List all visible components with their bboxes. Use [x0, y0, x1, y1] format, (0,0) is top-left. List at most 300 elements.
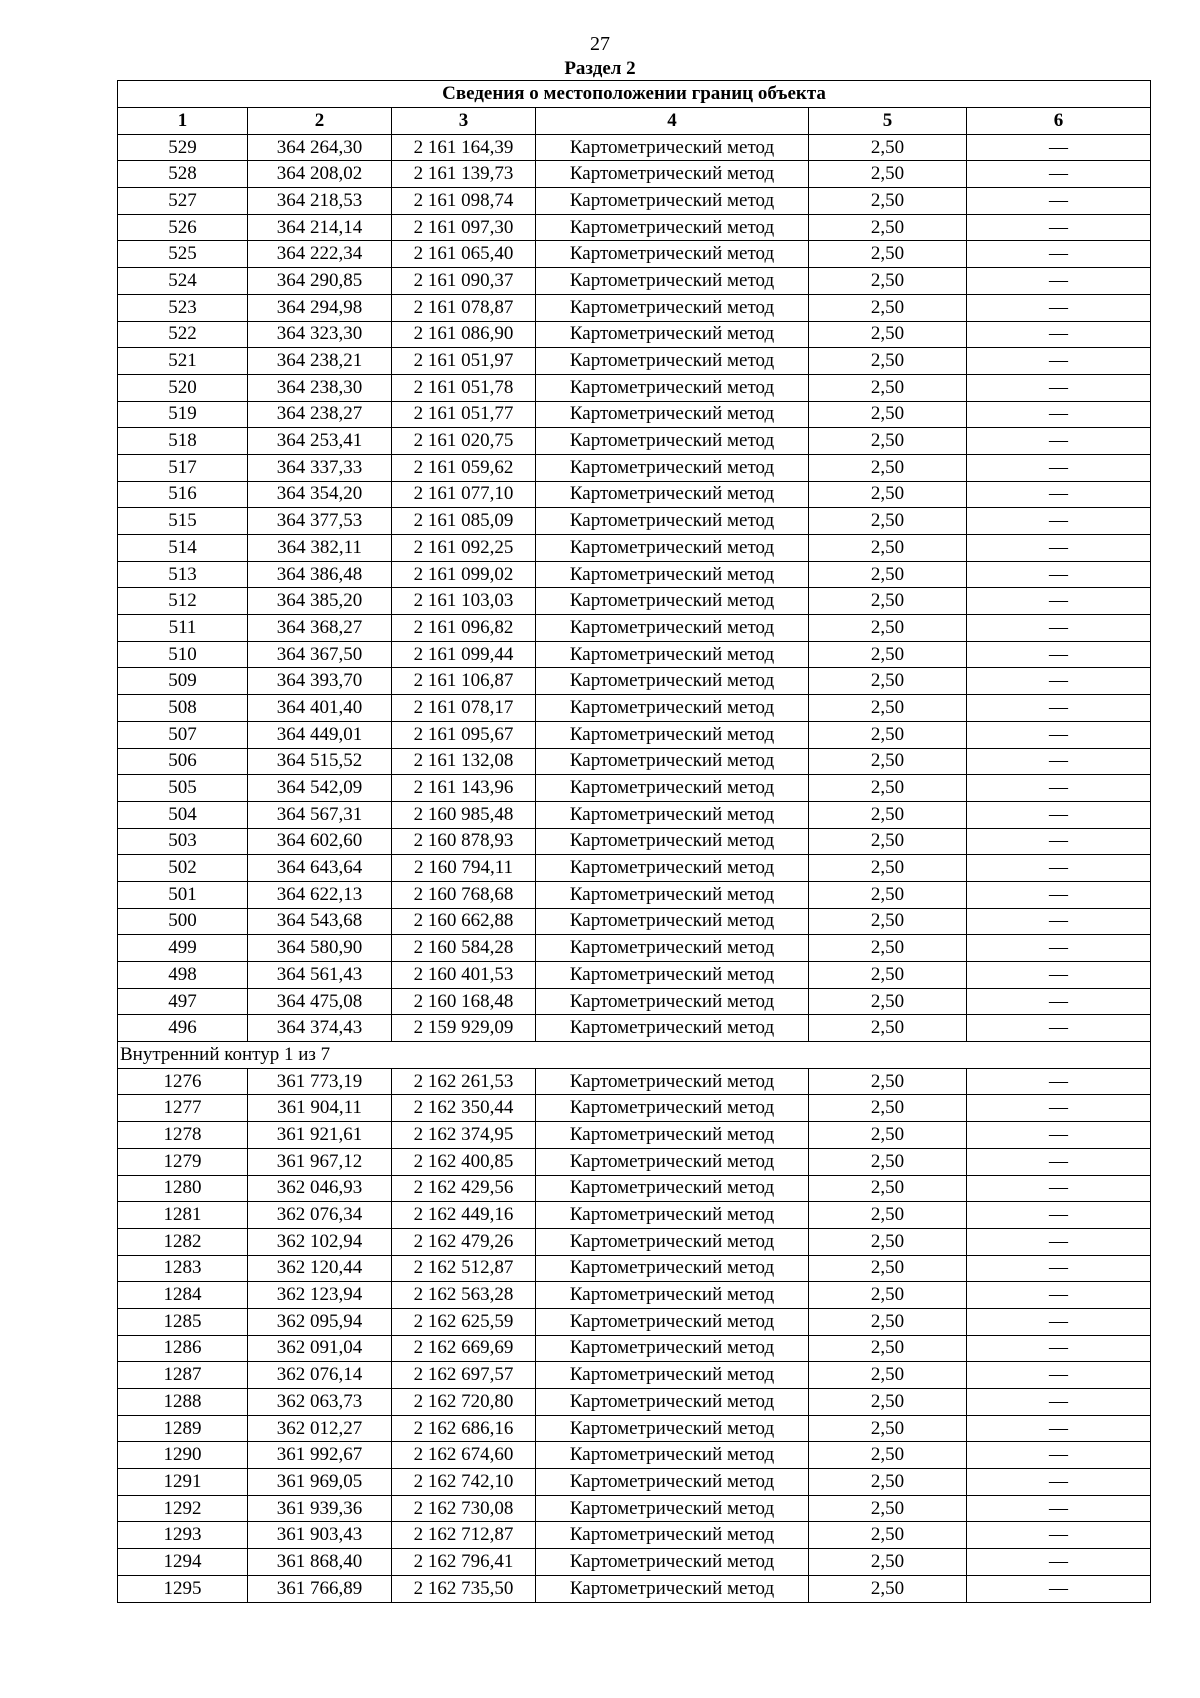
table-cell: 528 [118, 161, 248, 188]
table-cell: 362 102,94 [248, 1228, 392, 1255]
table-cell: 2 161 139,73 [392, 161, 536, 188]
table-cell: Картометрический метод [536, 801, 809, 828]
table-cell: — [967, 855, 1151, 882]
table-cell: — [967, 1308, 1151, 1335]
table-row [118, 935, 1151, 962]
table-cell: 362 095,94 [248, 1308, 392, 1335]
table-cell: Картометрический метод [536, 134, 809, 161]
table-row [118, 748, 1151, 775]
table-row [118, 374, 1151, 401]
table-cell: 1284 [118, 1282, 248, 1309]
table-cell: 2,50 [809, 721, 967, 748]
table-cell: — [967, 1495, 1151, 1522]
table-cell: 2 162 742,10 [392, 1469, 536, 1496]
table-cell: 2,50 [809, 1415, 967, 1442]
table-cell: Картометрический метод [536, 268, 809, 295]
table-cell: — [967, 668, 1151, 695]
table-cell: 364 377,53 [248, 508, 392, 535]
table-row [118, 1148, 1151, 1175]
table-cell: 361 766,89 [248, 1575, 392, 1602]
table-cell: 2,50 [809, 1202, 967, 1229]
table-caption-row [118, 81, 1151, 108]
table-cell: Картометрический метод [536, 1469, 809, 1496]
table-cell: Картометрический метод [536, 828, 809, 855]
table-cell: 498 [118, 962, 248, 989]
table-cell: 1293 [118, 1522, 248, 1549]
table-cell: — [967, 561, 1151, 588]
table-cell: 364 214,14 [248, 214, 392, 241]
table-cell: 1292 [118, 1495, 248, 1522]
table-cell: Картометрический метод [536, 962, 809, 989]
table-cell: 523 [118, 294, 248, 321]
table-cell: 2 160 584,28 [392, 935, 536, 962]
column-header: 1 [118, 108, 248, 135]
table-cell: 513 [118, 561, 248, 588]
table-row [118, 1068, 1151, 1095]
table-cell: 1276 [118, 1068, 248, 1095]
table-row [118, 294, 1151, 321]
table-cell: 2,50 [809, 508, 967, 535]
table-cell: 2 160 401,53 [392, 962, 536, 989]
table-cell: Картометрический метод [536, 1175, 809, 1202]
table-cell: Картометрический метод [536, 1522, 809, 1549]
table-cell: 2,50 [809, 1335, 967, 1362]
table-row [118, 268, 1151, 295]
table-cell: — [967, 1015, 1151, 1042]
column-header: 5 [809, 108, 967, 135]
table-row [118, 1202, 1151, 1229]
table-cell: 1286 [118, 1335, 248, 1362]
table-row [118, 401, 1151, 428]
table-cell: 364 602,60 [248, 828, 392, 855]
table-row [118, 1175, 1151, 1202]
table-cell: — [967, 188, 1151, 215]
table-cell: 362 046,93 [248, 1175, 392, 1202]
table-row [118, 615, 1151, 642]
table-cell: — [967, 881, 1151, 908]
table-cell: Картометрический метод [536, 481, 809, 508]
table-cell: — [967, 134, 1151, 161]
table-cell: — [967, 1255, 1151, 1282]
table-row [118, 668, 1151, 695]
table-row [118, 908, 1151, 935]
table-cell: — [967, 1148, 1151, 1175]
table-row [118, 1228, 1151, 1255]
table-cell: 2,50 [809, 1228, 967, 1255]
table-cell: 2,50 [809, 668, 967, 695]
table-cell: Картометрический метод [536, 775, 809, 802]
table-cell: 2 161 092,25 [392, 535, 536, 562]
boundary-coordinates-table [117, 80, 1151, 1603]
table-cell: 2,50 [809, 1282, 967, 1309]
section-title: Раздел 2 [564, 58, 636, 79]
table-cell: Картометрический метод [536, 294, 809, 321]
table-row [118, 881, 1151, 908]
table-cell: — [967, 962, 1151, 989]
table-cell: 364 401,40 [248, 695, 392, 722]
table-cell: Картометрический метод [536, 615, 809, 642]
table-cell: 2,50 [809, 268, 967, 295]
table-cell: 520 [118, 374, 248, 401]
table-cell: 2 160 768,68 [392, 881, 536, 908]
table-cell: 2,50 [809, 321, 967, 348]
table-cell: 2,50 [809, 294, 967, 321]
table-cell: Картометрический метод [536, 1415, 809, 1442]
table-cell: 526 [118, 214, 248, 241]
table-cell: 512 [118, 588, 248, 615]
table-cell: 364 264,30 [248, 134, 392, 161]
table-row [118, 1575, 1151, 1602]
table-cell: Картометрический метод [536, 1442, 809, 1469]
table-cell: 364 580,90 [248, 935, 392, 962]
table-cell: 364 368,27 [248, 615, 392, 642]
table-cell: — [967, 1228, 1151, 1255]
table-cell: — [967, 641, 1151, 668]
table-cell: 361 967,12 [248, 1148, 392, 1175]
table-cell: 361 903,43 [248, 1522, 392, 1549]
table-body [118, 134, 1151, 1602]
table-cell: Картометрический метод [536, 935, 809, 962]
table-cell: 364 238,30 [248, 374, 392, 401]
table-cell: 2,50 [809, 988, 967, 1015]
table-cell: 2,50 [809, 454, 967, 481]
table-cell: 2,50 [809, 1442, 967, 1469]
table-cell: 500 [118, 908, 248, 935]
contour-label: Внутренний контур 1 из 7 [118, 1042, 1151, 1069]
table-cell: 2 162 686,16 [392, 1415, 536, 1442]
table-cell: 361 992,67 [248, 1442, 392, 1469]
table-cell: 361 904,11 [248, 1095, 392, 1122]
table-cell: 2 161 103,03 [392, 588, 536, 615]
column-header: 3 [392, 108, 536, 135]
table-cell: 2 162 512,87 [392, 1255, 536, 1282]
table-cell: 2 162 449,16 [392, 1202, 536, 1229]
table-cell: 2,50 [809, 588, 967, 615]
table-cell: 2 161 099,02 [392, 561, 536, 588]
table-row [118, 454, 1151, 481]
table-cell: 364 643,64 [248, 855, 392, 882]
table-cell: 1295 [118, 1575, 248, 1602]
table-cell: Картометрический метод [536, 1202, 809, 1229]
table-cell: 2,50 [809, 161, 967, 188]
table-cell: 364 561,43 [248, 962, 392, 989]
table-cell: 361 773,19 [248, 1068, 392, 1095]
table-cell: 364 354,20 [248, 481, 392, 508]
table-cell: — [967, 1122, 1151, 1149]
table-cell: Картометрический метод [536, 535, 809, 562]
table-row [118, 1495, 1151, 1522]
table-row [118, 508, 1151, 535]
table-cell: 2 161 097,30 [392, 214, 536, 241]
table-cell: — [967, 1469, 1151, 1496]
table-cell: 364 253,41 [248, 428, 392, 455]
table-cell: — [967, 828, 1151, 855]
table-cell: 2 161 065,40 [392, 241, 536, 268]
table-cell: — [967, 1362, 1151, 1389]
table-cell: 362 063,73 [248, 1389, 392, 1416]
table-cell: Картометрический метод [536, 1095, 809, 1122]
table-cell: 2 161 078,17 [392, 695, 536, 722]
table-cell: 364 238,21 [248, 348, 392, 375]
table-cell: — [967, 241, 1151, 268]
table-cell: 364 393,70 [248, 668, 392, 695]
table-cell: 2 161 059,62 [392, 454, 536, 481]
table-cell: — [967, 1389, 1151, 1416]
table-cell: 2,50 [809, 1469, 967, 1496]
table-cell: — [967, 214, 1151, 241]
table-cell: 509 [118, 668, 248, 695]
table-cell: 1285 [118, 1308, 248, 1335]
table-cell: Картометрический метод [536, 561, 809, 588]
table-cell: 2 161 086,90 [392, 321, 536, 348]
table-cell: Картометрический метод [536, 1389, 809, 1416]
table-cell: — [967, 1442, 1151, 1469]
column-number-row [118, 108, 1151, 135]
table-row [118, 962, 1151, 989]
table-cell: 1288 [118, 1389, 248, 1416]
table-cell: 2,50 [809, 775, 967, 802]
table-cell: 364 386,48 [248, 561, 392, 588]
table-cell: — [967, 695, 1151, 722]
table-cell: Картометрический метод [536, 668, 809, 695]
table-cell: — [967, 1522, 1151, 1549]
table-cell: 2,50 [809, 188, 967, 215]
table-cell: 2,50 [809, 241, 967, 268]
table-cell: — [967, 508, 1151, 535]
table-cell: 529 [118, 134, 248, 161]
table-cell: 2,50 [809, 615, 967, 642]
table-row [118, 855, 1151, 882]
table-row [118, 588, 1151, 615]
table-cell: Картометрический метод [536, 1308, 809, 1335]
table-cell: 2,50 [809, 828, 967, 855]
table-row [118, 1469, 1151, 1496]
table-cell: 364 323,30 [248, 321, 392, 348]
table-cell: Картометрический метод [536, 988, 809, 1015]
table-cell: 364 622,13 [248, 881, 392, 908]
table-cell: 2 160 168,48 [392, 988, 536, 1015]
table-cell: 2,50 [809, 374, 967, 401]
table-cell: 1278 [118, 1122, 248, 1149]
table-cell: 2 161 099,44 [392, 641, 536, 668]
table-cell: 364 208,02 [248, 161, 392, 188]
table-cell: 2,50 [809, 801, 967, 828]
table-caption: Сведения о местоположении границ объекта [118, 81, 1151, 108]
column-header: 4 [536, 108, 809, 135]
table-cell: — [967, 721, 1151, 748]
table-cell: 2,50 [809, 481, 967, 508]
table-cell: 2 162 350,44 [392, 1095, 536, 1122]
table-cell: 361 868,40 [248, 1549, 392, 1576]
table-cell: — [967, 801, 1151, 828]
table-cell: — [967, 1549, 1151, 1576]
table-cell: — [967, 428, 1151, 455]
table-row [118, 134, 1151, 161]
table-cell: Картометрический метод [536, 348, 809, 375]
table-cell: 364 567,31 [248, 801, 392, 828]
table-cell: 2,50 [809, 1522, 967, 1549]
table-cell: 510 [118, 641, 248, 668]
table-row [118, 801, 1151, 828]
table-cell: Картометрический метод [536, 1255, 809, 1282]
table-cell: 527 [118, 188, 248, 215]
table-cell: Картометрический метод [536, 721, 809, 748]
table-cell: 1282 [118, 1228, 248, 1255]
table-cell: 2,50 [809, 855, 967, 882]
table-cell: 364 337,33 [248, 454, 392, 481]
table-cell: Картометрический метод [536, 1068, 809, 1095]
table-cell: 2 161 078,87 [392, 294, 536, 321]
table-cell: Картометрический метод [536, 695, 809, 722]
table-cell: Картометрический метод [536, 1549, 809, 1576]
table-cell: 496 [118, 1015, 248, 1042]
table-cell: 364 367,50 [248, 641, 392, 668]
table-cell: 364 290,85 [248, 268, 392, 295]
table-row [118, 321, 1151, 348]
table-cell: 362 091,04 [248, 1335, 392, 1362]
table-cell: 361 969,05 [248, 1469, 392, 1496]
table-row [118, 535, 1151, 562]
table-cell: 2 162 261,53 [392, 1068, 536, 1095]
table-row [118, 214, 1151, 241]
table-cell: 364 542,09 [248, 775, 392, 802]
table-row [118, 481, 1151, 508]
table-cell: 524 [118, 268, 248, 295]
table-cell: 2,50 [809, 908, 967, 935]
table-cell: 2,50 [809, 1122, 967, 1149]
table-cell: 2,50 [809, 535, 967, 562]
table-cell: 1294 [118, 1549, 248, 1576]
table-cell: 2 161 143,96 [392, 775, 536, 802]
table-cell: Картометрический метод [536, 908, 809, 935]
table-cell: 1283 [118, 1255, 248, 1282]
table-cell: 2 160 985,48 [392, 801, 536, 828]
table-cell: Картометрический метод [536, 161, 809, 188]
table-cell: 505 [118, 775, 248, 802]
table-cell: — [967, 1282, 1151, 1309]
table-cell: 2 162 712,87 [392, 1522, 536, 1549]
table-row [118, 695, 1151, 722]
table-cell: 2 161 051,78 [392, 374, 536, 401]
table-cell: 2 161 051,97 [392, 348, 536, 375]
table-cell: 2,50 [809, 935, 967, 962]
table-cell: 2,50 [809, 1362, 967, 1389]
table-cell: Картометрический метод [536, 1228, 809, 1255]
table-cell: 2 162 625,59 [392, 1308, 536, 1335]
table-cell: Картометрический метод [536, 508, 809, 535]
table-cell: 2,50 [809, 748, 967, 775]
table-cell: 2 160 662,88 [392, 908, 536, 935]
table-cell: 2,50 [809, 695, 967, 722]
table-cell: Картометрический метод [536, 401, 809, 428]
table-cell: 519 [118, 401, 248, 428]
table-row [118, 988, 1151, 1015]
table-cell: 2,50 [809, 1575, 967, 1602]
table-cell: — [967, 1095, 1151, 1122]
table-cell: 2,50 [809, 428, 967, 455]
table-row [118, 1522, 1151, 1549]
table-cell: 364 385,20 [248, 588, 392, 615]
table-cell: Картометрический метод [536, 748, 809, 775]
table-cell: 518 [118, 428, 248, 455]
table-cell: — [967, 1575, 1151, 1602]
table-cell: 364 449,01 [248, 721, 392, 748]
table-cell: — [967, 268, 1151, 295]
table-cell: Картометрический метод [536, 241, 809, 268]
table-cell: 364 218,53 [248, 188, 392, 215]
table-cell: Картометрический метод [536, 641, 809, 668]
table-cell: Картометрический метод [536, 454, 809, 481]
table-cell: — [967, 588, 1151, 615]
table-cell: Картометрический метод [536, 321, 809, 348]
table-cell: — [967, 988, 1151, 1015]
table-row [118, 1362, 1151, 1389]
table-cell: 2 161 051,77 [392, 401, 536, 428]
table-row [118, 1415, 1151, 1442]
table-cell: Картометрический метод [536, 374, 809, 401]
table-cell: Картометрический метод [536, 188, 809, 215]
table-cell: 2 160 794,11 [392, 855, 536, 882]
table-row [118, 1442, 1151, 1469]
table-cell: 2 161 095,67 [392, 721, 536, 748]
table-cell: 2 162 735,50 [392, 1575, 536, 1602]
table-cell: 2,50 [809, 1095, 967, 1122]
table-cell: 1277 [118, 1095, 248, 1122]
table-cell: 2,50 [809, 1175, 967, 1202]
table-row [118, 1015, 1151, 1042]
table-cell: 506 [118, 748, 248, 775]
table-cell: 1279 [118, 1148, 248, 1175]
table-cell: 2 162 400,85 [392, 1148, 536, 1175]
table-cell: 2 162 697,57 [392, 1362, 536, 1389]
table-cell: 507 [118, 721, 248, 748]
table-cell: — [967, 161, 1151, 188]
table-row [118, 1549, 1151, 1576]
table-cell: Картометрический метод [536, 1015, 809, 1042]
table-row [118, 561, 1151, 588]
table-cell: — [967, 454, 1151, 481]
table-cell: 364 294,98 [248, 294, 392, 321]
table-cell: 525 [118, 241, 248, 268]
table-cell: Картометрический метод [536, 855, 809, 882]
table-cell: 2 162 374,95 [392, 1122, 536, 1149]
table-cell: 1291 [118, 1469, 248, 1496]
column-header: 6 [967, 108, 1151, 135]
table-cell: 2 161 132,08 [392, 748, 536, 775]
table-row [118, 348, 1151, 375]
table-cell: 361 939,36 [248, 1495, 392, 1522]
table-row [118, 428, 1151, 455]
table-cell: 364 238,27 [248, 401, 392, 428]
table-cell: 2 161 096,82 [392, 615, 536, 642]
table-cell: 1281 [118, 1202, 248, 1229]
column-header: 2 [248, 108, 392, 135]
table-cell: 2 162 674,60 [392, 1442, 536, 1469]
table-row [118, 1389, 1151, 1416]
table-cell: 2,50 [809, 1495, 967, 1522]
table-cell: 503 [118, 828, 248, 855]
table-row [118, 721, 1151, 748]
table-cell: 2,50 [809, 214, 967, 241]
table-cell: 2 162 479,26 [392, 1228, 536, 1255]
table-cell: 362 123,94 [248, 1282, 392, 1309]
table-cell: — [967, 1175, 1151, 1202]
table-row [118, 241, 1151, 268]
table-cell: 1280 [118, 1175, 248, 1202]
table-row [118, 1308, 1151, 1335]
table-cell: — [967, 615, 1151, 642]
table-cell: 2 161 090,37 [392, 268, 536, 295]
